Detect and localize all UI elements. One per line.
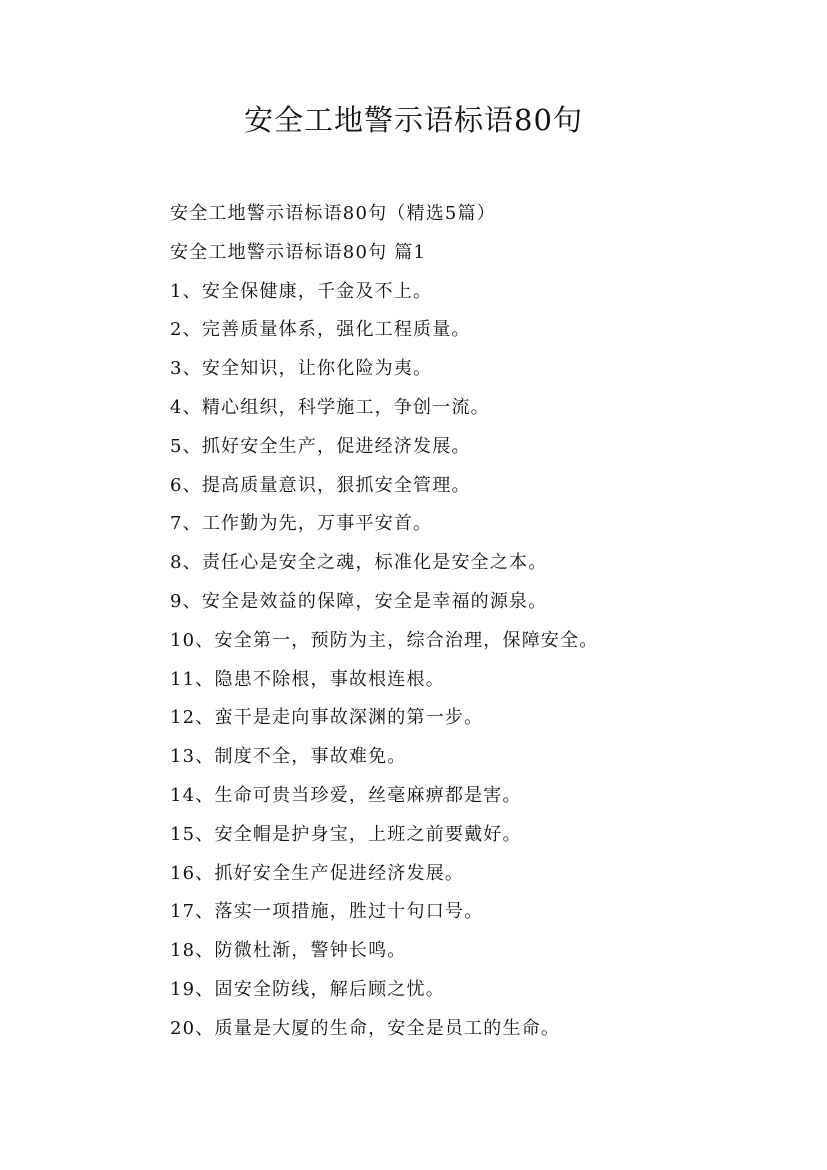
slogan-item: 11、隐患不除根，事故根连根。 (170, 668, 445, 690)
slogan-item: 17、落实一项措施，胜过十句口号。 (170, 901, 484, 923)
slogan-item: 2、完善质量体系，强化工程质量。 (170, 319, 471, 341)
slogan-item: 10、安全第一，预防为主，综合治理，保障安全。 (170, 629, 599, 651)
slogan-item: 6、提高质量意识，狠抓安全管理。 (170, 474, 471, 496)
slogan-item: 8、责任心是安全之魂，标准化是安全之本。 (170, 552, 548, 574)
slogan-item: 19、固安全防线，解后顾之忧。 (170, 978, 445, 1000)
slogan-item: 3、安全知识，让你化险为夷。 (170, 358, 433, 380)
slogan-item: 18、防微杜渐，警钟长鸣。 (170, 940, 407, 962)
slogan-item: 9、安全是效益的保障，安全是幸福的源泉。 (170, 590, 548, 612)
document-subtitle: 安全工地警示语标语80句（精选5篇） (170, 203, 496, 224)
section-heading: 安全工地警示语标语80句 篇1 (170, 241, 427, 263)
slogan-item: 12、蛮干是走向事故深渊的第一步。 (170, 707, 484, 729)
slogan-item: 4、精心组织，科学施工，争创一流。 (170, 396, 490, 418)
document-title: 安全工地警示语标语80句 (244, 103, 583, 137)
slogan-item: 13、制度不全，事故难免。 (170, 746, 407, 768)
slogan-item: 14、生命可贵当珍爱，丝毫麻痹都是害。 (170, 784, 522, 806)
slogan-item: 20、质量是大厦的生命，安全是员工的生命。 (170, 1017, 561, 1039)
slogan-item: 1、安全保健康，千金及不上。 (170, 280, 433, 302)
slogan-item: 16、抓好安全生产促进经济发展。 (170, 862, 465, 884)
document-body (170, 195, 790, 1049)
slogan-item: 5、抓好安全生产，促进经济发展。 (170, 435, 471, 457)
slogan-item: 15、安全帽是护身宝，上班之前要戴好。 (170, 823, 522, 845)
slogan-item: 7、工作勤为先，万事平安首。 (170, 513, 433, 535)
